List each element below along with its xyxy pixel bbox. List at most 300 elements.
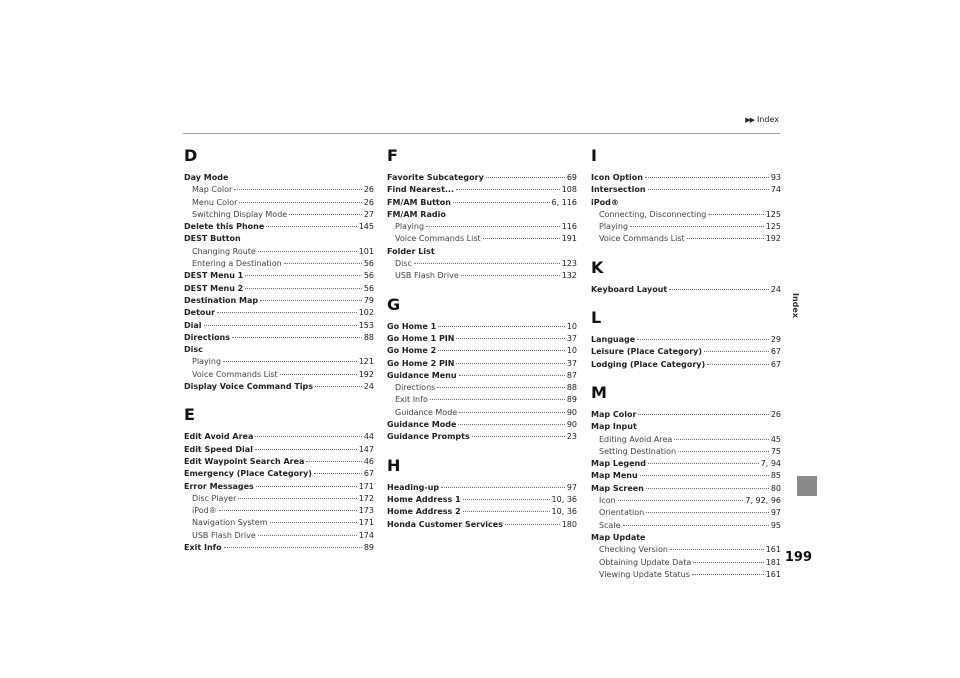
leader-dots (224, 547, 362, 548)
leader-dots (708, 214, 763, 215)
leader-dots (437, 387, 565, 388)
leader-dots (245, 288, 362, 289)
entry-term: Keyboard Layout (591, 284, 668, 294)
index-subentry[interactable] (591, 209, 781, 221)
entry-page[interactable]: 89 (363, 543, 374, 553)
leader-dots (678, 451, 769, 452)
index-section (591, 258, 781, 296)
leader-dots (645, 177, 769, 178)
leader-dots (630, 226, 764, 227)
index-column-2 (387, 146, 577, 531)
leader-dots (234, 189, 362, 190)
entry-term: Disc (184, 345, 203, 355)
index-entry[interactable] (591, 184, 781, 196)
entry-page[interactable]: 10, 36 (551, 507, 577, 517)
entry-page[interactable]: 116 (561, 222, 577, 232)
entry-term: Guidance Mode (395, 407, 458, 417)
leader-dots (456, 338, 564, 339)
entry-page[interactable]: 88 (566, 383, 577, 393)
index-entry[interactable] (184, 295, 374, 307)
entry-term: Leisure (Place Category) (591, 347, 703, 357)
leader-dots (245, 275, 362, 276)
leader-dots (648, 189, 769, 190)
index-entry[interactable] (184, 444, 374, 456)
index-entry[interactable] (387, 197, 577, 209)
entry-term: Edit Waypoint Search Area (184, 456, 305, 466)
page-number: 199 (784, 550, 812, 565)
entry-page[interactable]: 74 (770, 185, 781, 195)
index-subentry[interactable] (184, 369, 374, 381)
index-section (591, 146, 781, 246)
entry-term: FM/AM Radio (387, 209, 446, 219)
entry-term: Voice Commands List (192, 369, 278, 379)
index-subentry[interactable] (591, 446, 781, 458)
index-subentry[interactable] (184, 258, 374, 270)
entry-page[interactable]: 79 (363, 295, 374, 305)
entry-page[interactable]: 172 (358, 493, 374, 503)
entry-term: Day Mode (184, 173, 229, 182)
entry-term: Favorite Subcategory (387, 173, 484, 182)
breadcrumb-label[interactable]: Index (756, 115, 779, 124)
leader-dots (453, 202, 550, 203)
index-entry[interactable] (387, 246, 577, 258)
entry-page[interactable]: 192 (358, 369, 374, 379)
entry-page[interactable]: 102 (358, 308, 374, 318)
entry-term: Menu Color (192, 197, 238, 207)
index-subentry[interactable] (591, 495, 781, 507)
entry-term: Editing Avoid Area (599, 434, 673, 444)
index-section (184, 146, 374, 393)
entry-term: Go Home 1 (387, 321, 437, 331)
entry-page[interactable]: 125 (765, 222, 781, 232)
leader-dots (438, 350, 565, 351)
index-entry[interactable] (591, 284, 781, 296)
leader-dots (438, 326, 565, 327)
index-entry[interactable] (184, 468, 374, 480)
leader-dots (638, 414, 768, 415)
entry-term: iPod® (192, 506, 217, 516)
index-subentry[interactable] (184, 184, 374, 196)
index-entry[interactable] (387, 358, 577, 370)
index-entry[interactable] (184, 233, 374, 245)
index-entry[interactable] (184, 307, 374, 319)
index-section (387, 146, 577, 283)
index-entry[interactable] (387, 209, 577, 221)
entry-page[interactable]: 10 (566, 346, 577, 356)
leader-dots (258, 535, 357, 536)
index-subentry[interactable] (184, 530, 374, 542)
entry-term: Honda Customer Services (387, 519, 503, 529)
index-entry[interactable] (387, 321, 577, 333)
entry-page[interactable]: 67 (770, 347, 781, 357)
index-subentry[interactable] (591, 507, 781, 519)
leader-dots (461, 275, 560, 276)
index-entry[interactable] (387, 506, 577, 518)
index-entry[interactable] (591, 346, 781, 358)
breadcrumb[interactable] (745, 115, 779, 124)
index-section (591, 383, 781, 581)
index-entry[interactable] (184, 270, 374, 282)
entry-page[interactable]: 121 (358, 357, 374, 367)
entry-term: Exit Info (184, 543, 222, 553)
index-subentry[interactable] (591, 569, 781, 581)
index-entry[interactable] (591, 359, 781, 371)
index-subentry[interactable] (591, 520, 781, 532)
index-subentry[interactable] (387, 394, 577, 406)
index-entry[interactable] (591, 172, 781, 184)
leader-dots (426, 226, 560, 227)
entry-term: Playing (395, 222, 425, 232)
entry-term: Language (591, 335, 636, 345)
entry-page[interactable]: 85 (770, 471, 781, 481)
leader-dots (687, 238, 764, 239)
entry-term: DEST Menu 2 (184, 283, 244, 293)
entry-term: Go Home 1 PIN (387, 333, 455, 343)
leader-dots (459, 412, 565, 413)
index-subentry[interactable] (184, 356, 374, 368)
leader-dots (640, 475, 769, 476)
entry-term: Setting Destination (599, 446, 677, 456)
entry-term: Delete this Phone (184, 222, 265, 232)
entry-page[interactable]: 180 (561, 519, 577, 529)
entry-page[interactable]: 69 (566, 173, 577, 182)
header-divider (183, 133, 780, 134)
entry-term: Directions (395, 383, 436, 393)
entry-term: Lodging (Place Category) (591, 359, 706, 369)
index-subentry[interactable] (591, 233, 781, 245)
entry-term: Intersection (591, 185, 646, 195)
index-subentry[interactable] (387, 258, 577, 270)
leader-dots (238, 498, 356, 499)
leader-dots (430, 399, 565, 400)
leader-dots (505, 524, 560, 525)
leader-dots (458, 424, 564, 425)
entry-page[interactable]: 97 (566, 482, 577, 492)
entry-page[interactable]: 181 (765, 557, 781, 567)
entry-term: Icon (599, 496, 616, 506)
leader-dots (306, 461, 361, 462)
index-entry[interactable] (184, 283, 374, 295)
entry-page[interactable]: 44 (363, 432, 374, 442)
section-letter: D (184, 146, 198, 165)
index-entry[interactable] (387, 431, 577, 443)
leader-dots (232, 337, 362, 338)
entry-page[interactable]: 10, 36 (551, 494, 577, 504)
index-entry[interactable] (184, 431, 374, 443)
leader-dots (693, 562, 763, 563)
leader-dots (704, 351, 769, 352)
index-entry[interactable] (387, 482, 577, 494)
index-column-1 (184, 146, 374, 554)
leader-dots (707, 364, 769, 365)
entry-term: Orientation (599, 508, 645, 518)
entry-page[interactable]: 174 (358, 530, 374, 540)
entry-page[interactable]: 90 (566, 420, 577, 430)
entry-term: Go Home 2 (387, 346, 437, 356)
leader-dots (204, 325, 357, 326)
entry-page[interactable]: 29 (770, 335, 781, 345)
leader-dots (456, 363, 564, 364)
entry-page[interactable]: 191 (561, 234, 577, 244)
entry-page[interactable]: 46 (363, 456, 374, 466)
entry-page[interactable]: 192 (765, 234, 781, 244)
entry-term: Home Address 2 (387, 507, 461, 517)
leader-dots (674, 439, 769, 440)
entry-term: Go Home 2 PIN (387, 358, 455, 368)
index-entry[interactable] (387, 333, 577, 345)
section-letter: M (591, 382, 607, 402)
entry-term: Scale (599, 520, 621, 530)
index-subentry[interactable] (387, 270, 577, 282)
entry-term: Edit Speed Dial (184, 444, 253, 454)
section-letter: K (591, 257, 604, 277)
entry-term: Playing (599, 222, 629, 232)
index-section (591, 308, 781, 371)
entry-term: Navigation System (192, 518, 268, 528)
index-subentry[interactable] (184, 505, 374, 517)
entry-page[interactable]: 24 (363, 382, 374, 392)
section-letter: L (591, 308, 602, 328)
index-entry[interactable] (387, 370, 577, 382)
leader-dots (670, 549, 764, 550)
index-section (387, 295, 577, 444)
side-tab-marker (797, 476, 817, 496)
entry-page[interactable]: 153 (358, 320, 374, 330)
index-subentry[interactable] (387, 221, 577, 233)
leader-dots (217, 312, 357, 313)
entry-page[interactable]: 56 (363, 271, 374, 281)
entry-term: Destination Map (184, 295, 259, 305)
entry-page[interactable]: 123 (561, 259, 577, 269)
index-subentry[interactable] (591, 221, 781, 233)
entry-page[interactable]: 173 (358, 506, 374, 516)
entry-term: Map Menu (591, 471, 638, 481)
leader-dots (459, 375, 565, 376)
leader-dots (646, 512, 769, 513)
index-entry[interactable] (591, 470, 781, 482)
entry-page[interactable]: 89 (566, 395, 577, 405)
entry-page[interactable]: 56 (363, 283, 374, 293)
entry-term: Map Update (591, 532, 646, 542)
leader-dots (486, 177, 565, 178)
entry-page[interactable]: 37 (566, 333, 577, 343)
index-entry[interactable] (591, 458, 781, 470)
entry-page[interactable]: 27 (363, 209, 374, 219)
entry-term: Icon Option (591, 173, 643, 182)
index-subentry[interactable] (387, 233, 577, 245)
section-letter: E (184, 405, 195, 425)
entry-term: Folder List (387, 246, 435, 256)
entry-term: Voice Commands List (395, 234, 481, 244)
entry-page[interactable]: 97 (770, 508, 781, 518)
leader-dots (618, 500, 744, 501)
entry-page[interactable]: 87 (566, 370, 577, 380)
leader-dots (463, 499, 550, 500)
index-entry[interactable] (387, 494, 577, 506)
entry-page[interactable]: 26 (363, 197, 374, 207)
index-subentry[interactable] (387, 407, 577, 419)
entry-term: Map Screen (591, 483, 644, 493)
entry-page[interactable]: 145 (358, 222, 374, 232)
leader-dots (637, 339, 769, 340)
entry-term: Heading-up (387, 482, 440, 492)
entry-page[interactable]: 147 (358, 444, 374, 454)
entry-term: DEST Button (184, 234, 241, 244)
leader-dots (284, 263, 362, 264)
entry-page[interactable]: 75 (770, 446, 781, 456)
entry-term: USB Flash Drive (192, 530, 256, 540)
leader-dots (289, 214, 362, 215)
entry-page[interactable]: 171 (358, 518, 374, 528)
leader-dots (472, 436, 565, 437)
entry-page[interactable]: 90 (566, 407, 577, 417)
index-entry[interactable] (184, 344, 374, 356)
double-arrow-icon: ▶▶ (745, 115, 754, 124)
leader-dots (623, 525, 769, 526)
index-entry[interactable] (184, 172, 374, 184)
entry-term: Viewing Update Status (599, 569, 690, 579)
entry-term: Map Color (192, 185, 233, 195)
entry-page[interactable]: 88 (363, 332, 374, 342)
entry-page[interactable]: 56 (363, 259, 374, 269)
index-entry[interactable] (387, 419, 577, 431)
index-entry[interactable] (387, 172, 577, 184)
entry-page[interactable]: 7, 94 (760, 459, 781, 469)
section-letter: H (387, 455, 401, 475)
index-column-3 (591, 146, 781, 581)
leader-dots (219, 510, 357, 511)
entry-page[interactable]: 93 (770, 173, 781, 182)
index-entry[interactable] (591, 334, 781, 346)
entry-term: Exit Info (395, 395, 428, 405)
entry-page[interactable]: 7, 92, 96 (745, 496, 781, 506)
entry-term: Guidance Menu (387, 370, 457, 380)
side-tab-label: Index (791, 293, 800, 318)
entry-term: Checking Version (599, 545, 668, 555)
leader-dots (255, 449, 357, 450)
index-entry[interactable] (184, 542, 374, 554)
leader-dots (239, 202, 361, 203)
entry-term: DEST Menu 1 (184, 271, 244, 281)
index-entry[interactable] (591, 197, 781, 209)
leader-dots (463, 511, 550, 512)
leader-dots (266, 226, 356, 227)
index-entry[interactable] (387, 184, 577, 196)
entry-term: Obtaining Update Data (599, 557, 692, 567)
entry-term: Emergency (Place Category) (184, 469, 312, 479)
entry-term: Playing (192, 357, 222, 367)
entry-term: Disc (395, 259, 412, 269)
entry-page[interactable]: 24 (770, 284, 781, 294)
entry-page[interactable]: 132 (561, 271, 577, 281)
entry-term: Map Input (591, 422, 637, 432)
section-letter: I (591, 146, 597, 165)
entry-term: USB Flash Drive (395, 271, 459, 281)
leader-dots (315, 386, 362, 387)
entry-term: Home Address 1 (387, 494, 461, 504)
entry-page[interactable]: 161 (765, 569, 781, 579)
leader-dots (483, 238, 560, 239)
entry-page[interactable]: 108 (561, 185, 577, 195)
entry-term: Directions (184, 332, 231, 342)
leader-dots (456, 189, 560, 190)
entry-page[interactable]: 95 (770, 520, 781, 530)
entry-page[interactable]: 45 (770, 434, 781, 444)
index-entry[interactable] (591, 409, 781, 421)
entry-term: Map Color (591, 409, 637, 419)
entry-page[interactable]: 67 (770, 359, 781, 369)
entry-page[interactable]: 171 (358, 481, 374, 491)
entry-term: Entering a Destination (192, 259, 282, 269)
entry-term: Switching Display Mode (192, 209, 288, 219)
entry-term: Error Messages (184, 481, 254, 491)
index-subentry[interactable] (591, 557, 781, 569)
index-subentry[interactable] (184, 517, 374, 529)
entry-page[interactable]: 26 (363, 185, 374, 195)
entry-page[interactable]: 23 (566, 432, 577, 442)
entry-page[interactable]: 6, 116 (551, 197, 577, 207)
leader-dots (270, 522, 357, 523)
index-side-tab[interactable] (791, 133, 817, 478)
leader-dots (256, 486, 357, 487)
index-entry[interactable] (591, 421, 781, 433)
index-section (387, 456, 577, 531)
leader-dots (692, 574, 764, 575)
leader-dots (255, 436, 361, 437)
index-entry[interactable] (184, 332, 374, 344)
index-entry[interactable] (184, 481, 374, 493)
index-entry[interactable] (387, 519, 577, 531)
entry-page[interactable]: 161 (765, 545, 781, 555)
entry-term: Disc Player (192, 493, 237, 503)
entry-term: Detour (184, 308, 216, 318)
entry-term: Dial (184, 320, 202, 330)
entry-page[interactable]: 101 (358, 246, 374, 256)
index-subentry[interactable] (387, 382, 577, 394)
leader-dots (414, 263, 560, 264)
entry-page[interactable]: 67 (363, 469, 374, 479)
entry-page[interactable]: 80 (770, 483, 781, 493)
index-subentry[interactable] (184, 197, 374, 209)
index-section (184, 405, 374, 554)
section-letter: F (387, 146, 398, 165)
index-subentry[interactable] (591, 544, 781, 556)
index-entry[interactable] (591, 483, 781, 495)
index-entry[interactable] (184, 381, 374, 393)
entry-term: Map Legend (591, 459, 646, 469)
entry-term: Display Voice Command Tips (184, 382, 314, 392)
index-subentry[interactable] (591, 434, 781, 446)
entry-term: Edit Avoid Area (184, 432, 254, 442)
entry-page[interactable]: 10 (566, 321, 577, 331)
index-subentry[interactable] (184, 246, 374, 258)
entry-page[interactable]: 26 (770, 409, 781, 419)
leader-dots (669, 289, 769, 290)
index-entry[interactable] (387, 345, 577, 357)
index-entry[interactable] (184, 320, 374, 332)
index-entry[interactable] (184, 221, 374, 233)
entry-term: Guidance Mode (387, 420, 457, 430)
entry-page[interactable]: 37 (566, 358, 577, 368)
entry-term: Changing Route (192, 246, 256, 256)
leader-dots (648, 463, 759, 464)
entry-page[interactable]: 125 (765, 209, 781, 219)
index-entry[interactable] (591, 532, 781, 544)
index-entry[interactable] (184, 456, 374, 468)
index-subentry[interactable] (184, 209, 374, 221)
index-subentry[interactable] (184, 493, 374, 505)
leader-dots (280, 374, 357, 375)
